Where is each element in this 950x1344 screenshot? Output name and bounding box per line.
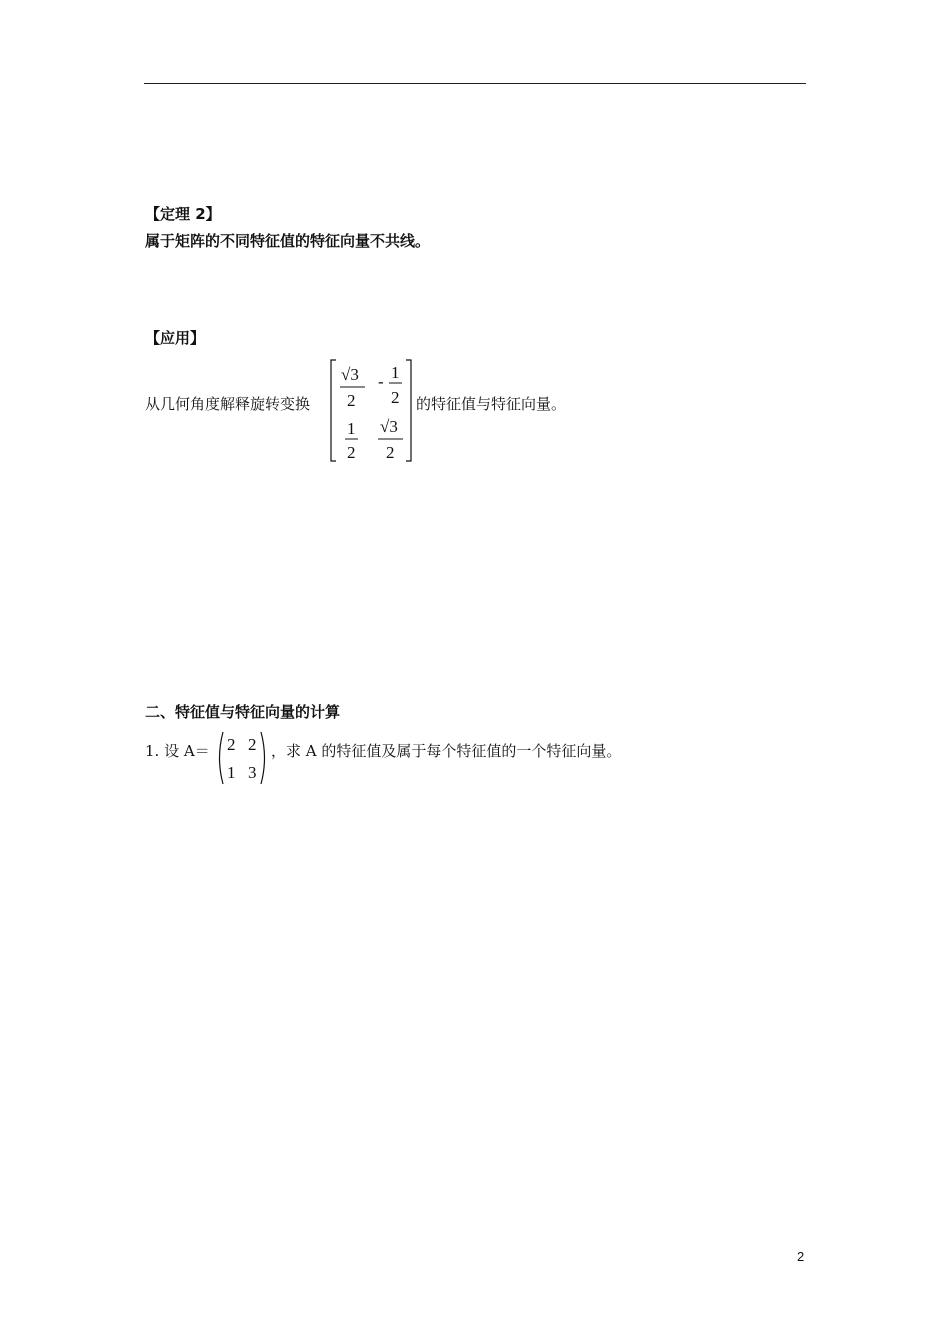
left-paren: [220, 732, 224, 784]
r2c1-numerator: 1: [347, 419, 356, 438]
theorem-title: 【定理 2】: [145, 205, 221, 223]
r2c2-numerator: √3: [380, 417, 398, 436]
a12: 2: [248, 735, 257, 754]
left-bracket: [331, 360, 336, 461]
page-number: 2: [797, 1249, 805, 1264]
matrix-a: [215, 730, 269, 786]
right-bracket: [406, 360, 411, 461]
r1c1-denominator: 2: [347, 391, 356, 410]
application-text-before: 从几何角度解释旋转变换: [145, 395, 311, 413]
a11: 2: [227, 735, 236, 754]
r1c2-sign: -: [378, 372, 384, 391]
theorem-statement: 属于矩阵的不同特征值的特征向量不共线。: [145, 232, 431, 250]
problem-1-suffix: ，求 A 的特征值及属于每个特征值的一个特征向量。: [271, 742, 622, 760]
application-text-after: 的特征值与特征向量。: [416, 395, 567, 413]
header-rule: [144, 83, 806, 84]
r1c2-denominator: 2: [391, 388, 400, 407]
r2c1-denominator: 2: [347, 443, 356, 462]
r1c1-numerator: √3: [341, 365, 359, 384]
application-title: 【应用】: [145, 329, 206, 347]
problem-1-prefix: 1. 设 A＝: [145, 742, 210, 760]
r2c2-denominator: 2: [386, 443, 395, 462]
rotation-matrix: [328, 358, 414, 463]
right-paren: [261, 732, 265, 784]
a21: 1: [227, 763, 236, 782]
a22: 3: [248, 763, 257, 782]
section-heading: 二、特征值与特征向量的计算: [145, 703, 341, 721]
r1c2-numerator: 1: [391, 363, 400, 382]
